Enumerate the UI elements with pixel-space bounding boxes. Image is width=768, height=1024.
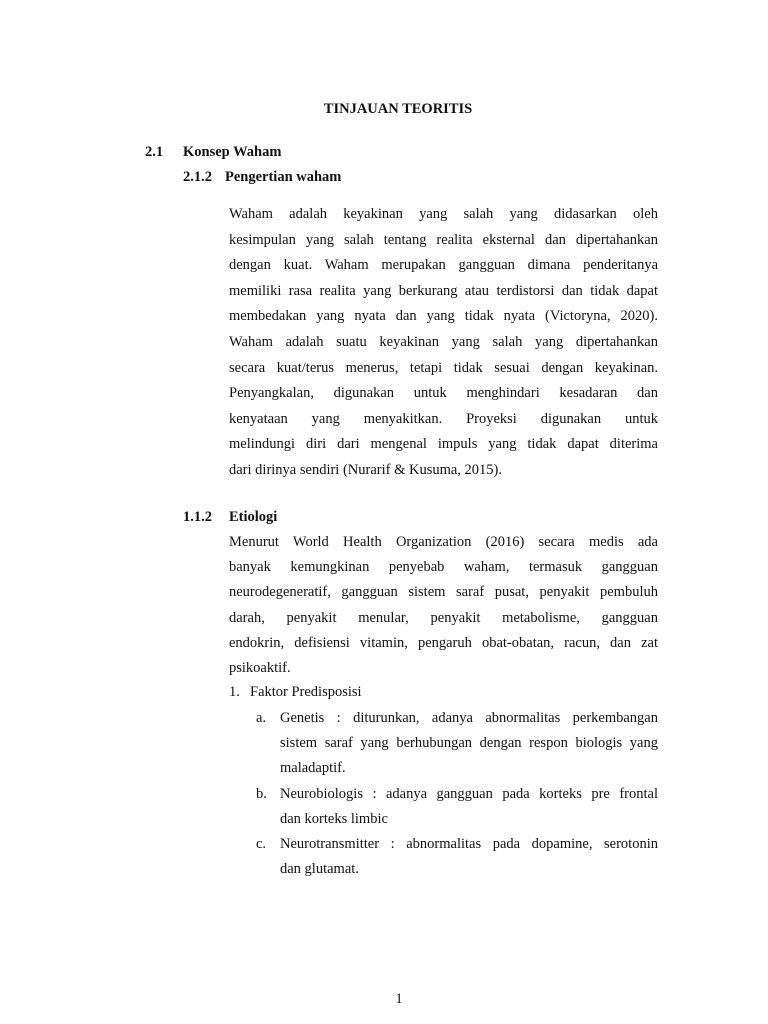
paragraph-line: Waham adalah suatu keyakinan yang salah yang dipertahankan bbox=[229, 333, 658, 350]
list-item-line: Neurotransmitter : abnormalitas pada dopamine, serotonin bbox=[280, 836, 658, 852]
subsection-label-2: Etiologi bbox=[229, 509, 278, 525]
paragraph-line: kesimpulan yang salah tentang realita eksternal dan dipertahankan bbox=[229, 231, 658, 248]
section-heading bbox=[145, 144, 281, 161]
list-item-line: Genetis : diturunkan, adanya abnormalitas perkembangan bbox=[280, 710, 658, 726]
page-number: 1 bbox=[395, 991, 403, 1007]
list-item-marker-c: c. bbox=[256, 836, 267, 852]
list-item-line: sistem saraf yang berhubungan dengan respon biologis yang bbox=[280, 735, 658, 751]
subsection-heading-2 bbox=[183, 509, 277, 526]
section-label: Konsep Waham bbox=[183, 144, 282, 160]
paragraph-line: Penyangkalan, digunakan untuk menghindari kesadaran dan bbox=[229, 385, 658, 402]
section-number: 2.1 bbox=[145, 144, 164, 160]
paragraph-line: banyak kemungkinan penyebab waham, termasuk gangguan bbox=[229, 559, 658, 576]
paragraph-pengertian bbox=[229, 202, 658, 484]
list-heading bbox=[229, 684, 362, 701]
list-item-b bbox=[280, 782, 658, 832]
paragraph-line: darah, penyakit menular, penyakit metabolisme, gangguan bbox=[229, 609, 658, 626]
paragraph-line: dari dirinya sendiri (Nurarif & Kusuma, 2015). bbox=[229, 461, 503, 478]
list-item-line: maladaptif. bbox=[280, 760, 346, 776]
paragraph-line: Menurut World Health Organization (2016) secara medis ada bbox=[229, 534, 658, 550]
list-item-marker-a: a. bbox=[256, 710, 267, 726]
subsection-number-2: 1.1.2 bbox=[183, 509, 212, 525]
subsection-number-1: 2.1.2 bbox=[183, 169, 212, 185]
list-label: Faktor Predisposisi bbox=[250, 684, 362, 700]
paragraph-line: endokrin, defisiensi vitamin, pengaruh obat-obatan, racun, dan zat bbox=[229, 634, 658, 651]
page-title: TINJAUAN TEORITIS bbox=[323, 101, 473, 117]
list-item-line: Neurobiologis : adanya gangguan pada korteks pre frontal bbox=[280, 786, 658, 802]
paragraph-line: dengan kuat. Waham merupakan gangguan dimana penderitanya bbox=[229, 257, 658, 274]
list-item-a bbox=[280, 706, 658, 781]
list-number: 1. bbox=[229, 684, 240, 700]
paragraph-line: neurodegeneratif, gangguan sistem saraf pusat, penyakit pembuluh bbox=[229, 584, 658, 601]
subsection-label-1: Pengertian waham bbox=[225, 169, 342, 185]
list-item-line: dan korteks limbic bbox=[280, 811, 388, 827]
paragraph-line: melindungi diri dari mengenal impuls yang tidak dapat diterima bbox=[229, 436, 658, 453]
list-item-line: dan glutamat. bbox=[280, 861, 359, 877]
list-item-c bbox=[280, 832, 658, 882]
paragraph-line: memiliki rasa realita yang berkurang atau terdistorsi dan tidak dapat bbox=[229, 282, 658, 299]
paragraph-etiologi bbox=[229, 530, 658, 681]
paragraph-line: membedakan yang nyata dan yang tidak nyata (Victoryna, 2020). bbox=[229, 308, 658, 325]
paragraph-line: kenyataan yang menyakitkan. Proyeksi digunakan untuk bbox=[229, 410, 658, 427]
list-item-marker-b: b. bbox=[256, 786, 267, 802]
paragraph-line: psikoaktif. bbox=[229, 660, 291, 677]
paragraph-line: Waham adalah keyakinan yang salah yang didasarkan oleh bbox=[229, 206, 658, 222]
paragraph-line: secara kuat/terus menerus, tetapi tidak sesuai dengan keyakinan. bbox=[229, 359, 658, 376]
subsection-heading-1 bbox=[183, 169, 341, 186]
